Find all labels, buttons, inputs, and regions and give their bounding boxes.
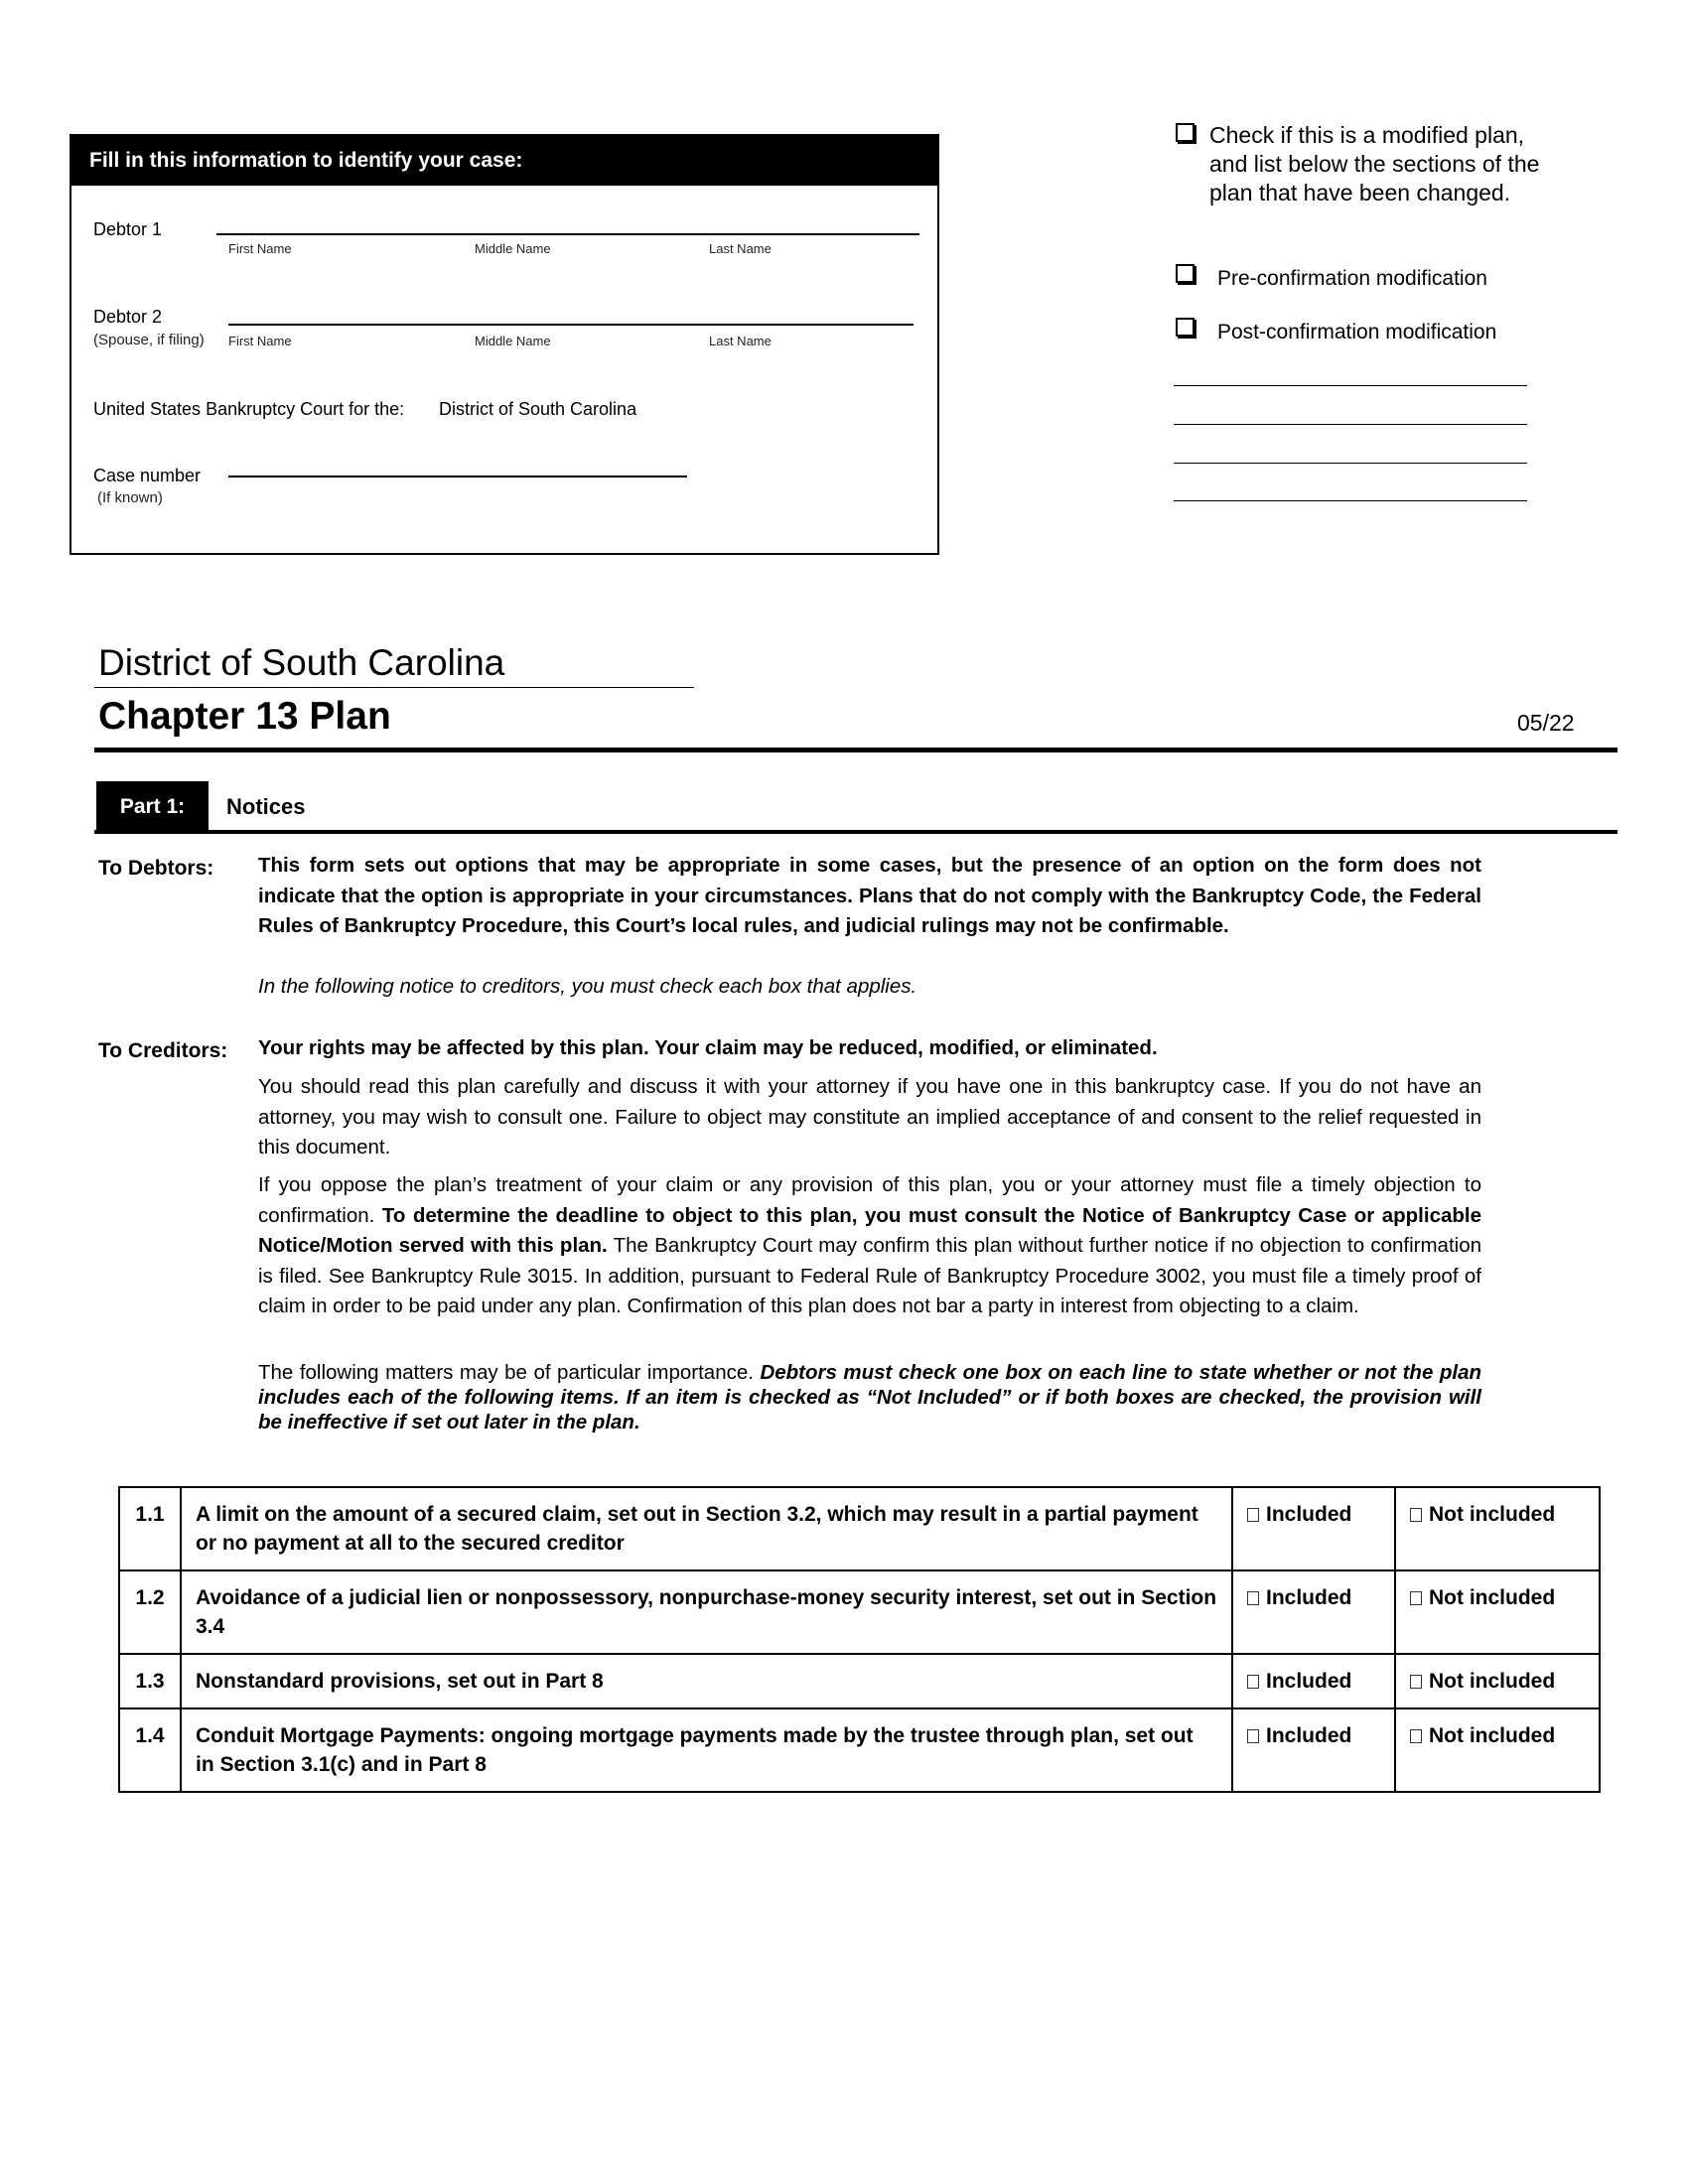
form-version-date: 05/22 bbox=[1517, 710, 1575, 736]
item-description: Conduit Mortgage Payments: ongoing mortgage payments made by the trustee through plan, set out in Section 3.1(c) and in Part 8 bbox=[181, 1708, 1232, 1792]
title-rule bbox=[94, 748, 1618, 752]
post-confirmation-checkbox[interactable] bbox=[1176, 318, 1195, 337]
notice-instruction: In the following notice to creditors, you must check each box that applies. bbox=[258, 975, 917, 998]
included-option[interactable] bbox=[1232, 1708, 1395, 1792]
item-number: 1.3 bbox=[119, 1654, 181, 1708]
included-option[interactable] bbox=[1232, 1487, 1395, 1570]
chapter-title: Chapter 13 Plan bbox=[98, 695, 391, 738]
matters-paragraph bbox=[258, 1360, 1481, 1434]
part1-label: Part 1: bbox=[96, 781, 209, 832]
case-info-box bbox=[70, 134, 939, 555]
debtor1-first-name-caption: First Name bbox=[228, 241, 292, 256]
debtor2-last-name-caption: Last Name bbox=[709, 334, 772, 348]
item-description: Nonstandard provisions, set out in Part 8 bbox=[181, 1654, 1232, 1708]
matters-instruction-bold: Debtors must check one box on each line to state whether or not the plan includes each of the following items. If an item is checked as “Not Included” or if both boxes are checked, the provision will be ineffective if set out later in the plan. bbox=[258, 1361, 1481, 1433]
item-number: 1.4 bbox=[119, 1708, 181, 1792]
plan-items-table bbox=[118, 1486, 1601, 1793]
debtor1-label: Debtor 1 bbox=[93, 219, 163, 239]
to-creditors-label: To Creditors: bbox=[98, 1039, 228, 1062]
not-included-checkbox[interactable] bbox=[1410, 1729, 1422, 1743]
to-debtors-text: This form sets out options that may be appropriate in some cases, but the presence of an option on the form does not indicate that the option is appropriate in your circumstances. Plans that do not comply with the Bankruptcy Code, the Federal Rules of Bankruptcy Procedure, this Court’s local rules, and judicial rulings may not be confirmable. bbox=[258, 854, 1481, 937]
not-included-label: Not included bbox=[1429, 1586, 1556, 1609]
included-option[interactable] bbox=[1232, 1654, 1395, 1708]
oppose-deadline-bold: To determine the deadline to object to this plan, you must consult the Notice of Bankruptcy Case or applicable Notice/Motion served with this plan. bbox=[258, 1203, 1481, 1257]
item-number: 1.2 bbox=[119, 1570, 181, 1654]
pre-confirmation-checkbox[interactable] bbox=[1176, 264, 1195, 283]
oppose-text-1: If you oppose the plan’s treatment of your claim or any provision of this plan, you or your attorney must file a timely objection to confirmation. bbox=[258, 1173, 1481, 1227]
case-number-label: Case number bbox=[93, 466, 202, 485]
table-row bbox=[119, 1654, 1600, 1708]
not-included-checkbox[interactable] bbox=[1410, 1591, 1422, 1605]
table-row bbox=[119, 1708, 1600, 1792]
part1-rule bbox=[94, 830, 1618, 834]
debtor2-sublabel: (Spouse, if filing) bbox=[93, 332, 205, 348]
modified-plan-text: Check if this is a modified plan, and list below the sections of the plan that have been changed. bbox=[1209, 122, 1540, 205]
not-included-label: Not included bbox=[1429, 1724, 1556, 1747]
to-debtors-label: To Debtors: bbox=[98, 857, 214, 880]
case-number-field[interactable] bbox=[228, 452, 687, 478]
changed-section-line-4[interactable] bbox=[1174, 477, 1527, 502]
debtor1-middle-name-caption: Middle Name bbox=[475, 241, 551, 256]
case-number-sublabel: (If known) bbox=[97, 489, 163, 506]
oppose-text-2: The Bankruptcy Court may confirm this plan without further notice if no objection to confirmation is filed. See Bankruptcy Rule 3015. In addition, pursuant to Federal Rule of Bankruptcy Procedure 3002, you must file a timely proof of claim in order to be paid under any plan. Confirmation of this plan does not bar a party in interest from objecting to a claim. bbox=[258, 1234, 1482, 1317]
court-value: District of South Carolina bbox=[439, 399, 637, 419]
included-checkbox[interactable] bbox=[1247, 1729, 1259, 1743]
not-included-option[interactable] bbox=[1395, 1654, 1600, 1708]
included-checkbox[interactable] bbox=[1247, 1508, 1259, 1522]
included-checkbox[interactable] bbox=[1247, 1591, 1259, 1605]
item-description: Avoidance of a judicial lien or nonpossessory, nonpurchase-money security interest, set out in Section 3.4 bbox=[181, 1570, 1232, 1654]
read-plan-paragraph: You should read this plan carefully and discuss it with your attorney if you have one in this bankruptcy case. If you do not have an attorney, you may wish to consult one. Failure to object may constitute an implied acceptance of and consent to the relief requested in this document. bbox=[258, 1075, 1481, 1159]
included-label: Included bbox=[1266, 1586, 1352, 1609]
not-included-option[interactable] bbox=[1395, 1570, 1600, 1654]
included-label: Included bbox=[1266, 1724, 1352, 1747]
post-confirmation-label: Post-confirmation modification bbox=[1217, 321, 1497, 343]
debtor1-name-field[interactable] bbox=[216, 209, 919, 235]
debtor2-label: Debtor 2 bbox=[93, 307, 163, 327]
debtor1-last-name-caption: Last Name bbox=[709, 241, 772, 256]
included-option[interactable] bbox=[1232, 1570, 1395, 1654]
not-included-checkbox[interactable] bbox=[1410, 1675, 1422, 1689]
debtor2-name-field[interactable] bbox=[228, 300, 914, 326]
item-number: 1.1 bbox=[119, 1487, 181, 1570]
debtor2-first-name-caption: First Name bbox=[228, 334, 292, 348]
matters-text: The following matters may be of particular importance. bbox=[258, 1361, 761, 1384]
oppose-plan-paragraph bbox=[258, 1170, 1481, 1322]
not-included-option[interactable] bbox=[1395, 1487, 1600, 1570]
changed-section-line-2[interactable] bbox=[1174, 400, 1527, 426]
included-label: Included bbox=[1266, 1503, 1352, 1526]
district-underline bbox=[94, 687, 694, 688]
court-label: United States Bankruptcy Court for the: bbox=[93, 399, 405, 419]
part1-title: Notices bbox=[226, 794, 306, 819]
included-label: Included bbox=[1266, 1670, 1352, 1693]
modified-plan-checkbox[interactable] bbox=[1176, 123, 1195, 142]
district-title: District of South Carolina bbox=[98, 642, 505, 683]
not-included-label: Not included bbox=[1429, 1503, 1556, 1526]
changed-section-line-1[interactable] bbox=[1174, 361, 1527, 387]
not-included-checkbox[interactable] bbox=[1410, 1508, 1422, 1522]
not-included-label: Not included bbox=[1429, 1670, 1556, 1693]
not-included-option[interactable] bbox=[1395, 1708, 1600, 1792]
included-checkbox[interactable] bbox=[1247, 1675, 1259, 1689]
debtor2-middle-name-caption: Middle Name bbox=[475, 334, 551, 348]
table-row bbox=[119, 1570, 1600, 1654]
changed-section-line-3[interactable] bbox=[1174, 439, 1527, 465]
pre-confirmation-label: Pre-confirmation modification bbox=[1217, 267, 1487, 290]
table-row bbox=[119, 1487, 1600, 1570]
item-description: A limit on the amount of a secured claim, set out in Section 3.2, which may result in a partial payment or no payment at all to the secured creditor bbox=[181, 1487, 1232, 1570]
case-info-header: Fill in this information to identify your case: bbox=[71, 136, 937, 186]
to-creditors-bold: Your rights may be affected by this plan. Your claim may be reduced, modified, or eliminated. bbox=[258, 1036, 1158, 1059]
